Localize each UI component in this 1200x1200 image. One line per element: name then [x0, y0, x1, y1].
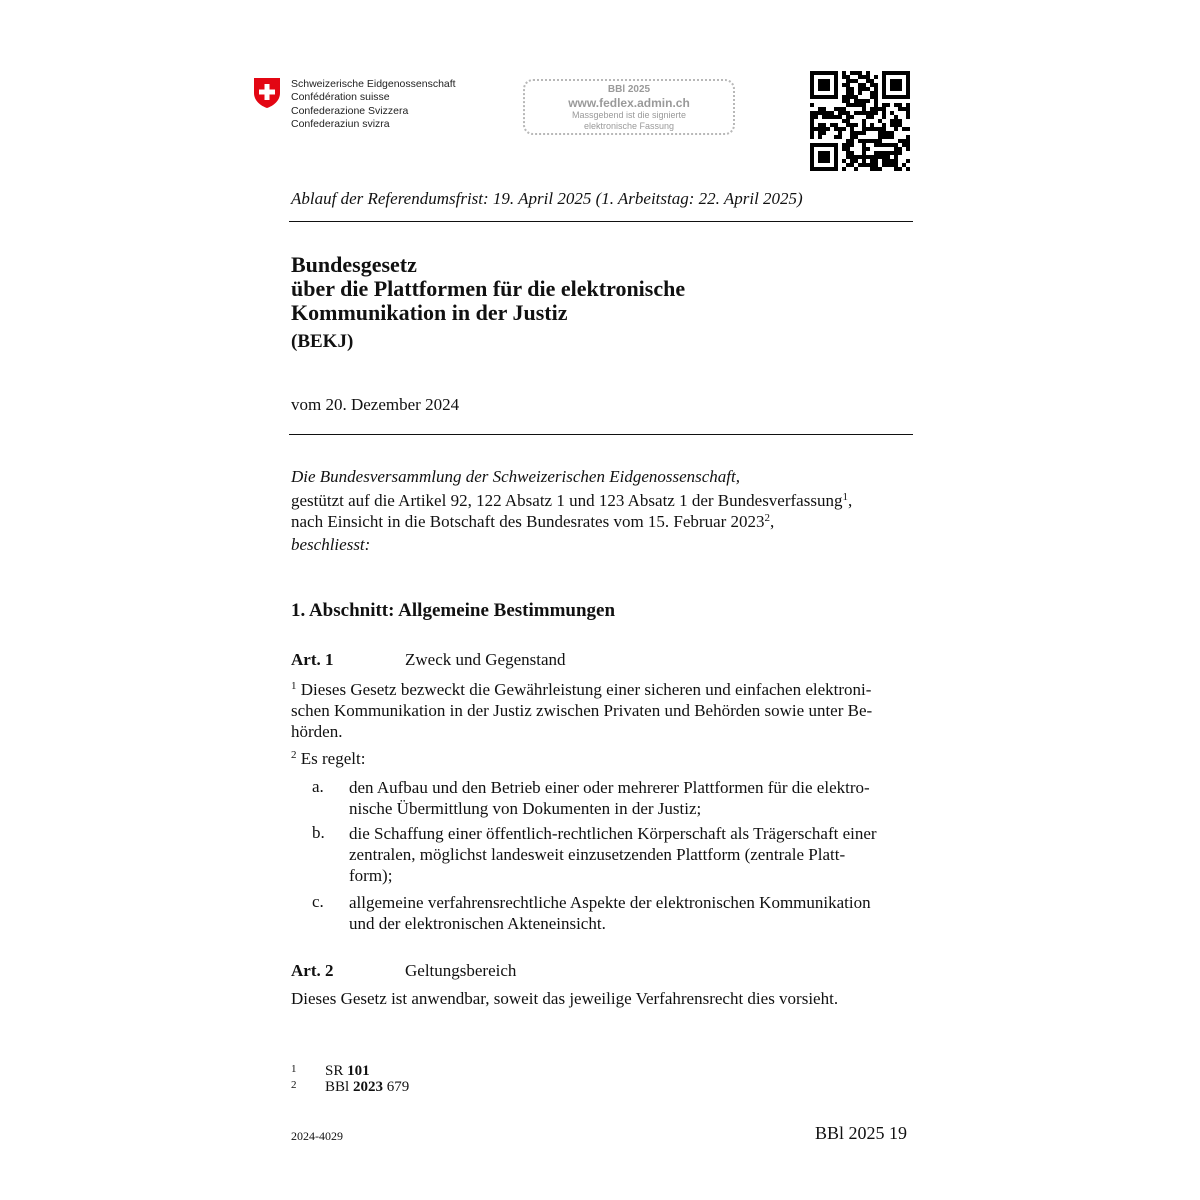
- list-item: [349, 777, 909, 819]
- preamble: [291, 466, 911, 555]
- list-line: nische Übermittlung von Dokumenten in der Justiz;: [349, 799, 702, 818]
- footnote-ref[interactable]: 1: [842, 491, 848, 503]
- article-paragraph: Dieses Gesetz ist anwendbar, soweit das jeweilige Verfahrensrecht dies vorsieht.: [291, 989, 839, 1008]
- agency-line: Confederaziun svizra: [291, 117, 390, 130]
- footnote-bold: 2023: [352, 1079, 383, 1095]
- title-line: über die Plattformen für die elektronische: [291, 276, 686, 301]
- paragraph-line: [291, 679, 911, 700]
- stamp-line: BBl 2025: [607, 84, 651, 95]
- agency-line: Schweizerische Eidgenossenschaft: [291, 78, 456, 90]
- footnote-number: 2: [291, 1079, 297, 1091]
- footnote-prefix: BBl: [325, 1079, 353, 1095]
- preamble-resolves: beschliesst:: [291, 535, 371, 554]
- law-abbreviation: (BEKJ): [291, 331, 354, 352]
- preamble-text: nach Einsicht in die Botschaft des Bundesrates vom 15. Februar 2023: [291, 512, 765, 531]
- article-paragraph: [291, 748, 911, 769]
- article-title: Zweck und Gegenstand: [405, 650, 566, 669]
- list-item: [349, 823, 909, 886]
- divider: [289, 221, 913, 222]
- stamp-url: www.fedlex.admin.ch: [568, 96, 690, 110]
- article-title: Geltungsbereich: [405, 961, 517, 980]
- paragraph-text: Dieses Gesetz bezweckt die Gewährleistung einer sicheren und einfachen elektroni-: [300, 680, 872, 699]
- list-line: die Schaffung einer öffentlich-rechtlichen Körperschaft als Trägerschaft einer: [349, 824, 877, 843]
- list-line: allgemeine verfahrensrechtliche Aspekte der elektronischen Kommunikation: [349, 893, 871, 912]
- stamp-note: Massgebend ist die signierte: [571, 110, 687, 120]
- agency-line: Confédération suisse: [291, 91, 390, 104]
- section-heading: 1. Abschnitt: Allgemeine Bestimmungen: [291, 600, 616, 621]
- footnote-text: [325, 1063, 370, 1079]
- preamble-basis: [291, 490, 911, 511]
- title-line: Bundesgesetz: [291, 252, 417, 277]
- preamble-text: gestützt auf die Artikel 92, 122 Absatz 1 und 123 Absatz 1 der Bundesverfassung: [291, 491, 843, 510]
- fedlex-stamp: [523, 79, 735, 135]
- footnote-bold: 101: [347, 1063, 370, 1079]
- list-line: und der elektronischen Akteneinsicht.: [349, 914, 606, 933]
- law-title: [291, 253, 685, 325]
- list-line: zentralen, möglichst landesweit einzusetzenden Plattform (zentrale Platt-: [349, 845, 846, 864]
- title-line: Kommunikation in der Justiz: [291, 300, 568, 325]
- list-marker: a.: [312, 777, 324, 796]
- stamp-note: elektronische Fassung: [583, 121, 675, 131]
- article-number: Art. 2: [291, 961, 334, 980]
- list-line: form);: [349, 866, 393, 885]
- page-reference: BBl 2025 19: [815, 1123, 908, 1143]
- preamble-intro: Die Bundesversammlung der Schweizerischen Eidgenossenschaft,: [291, 467, 740, 486]
- footnote-prefix: SR: [325, 1063, 348, 1079]
- document-number: 2024-4029: [291, 1129, 343, 1143]
- footnote-number: 1: [291, 1063, 297, 1075]
- paragraph-line: hörden.: [291, 722, 343, 741]
- list-marker: b.: [312, 823, 325, 842]
- footnote-text: [325, 1079, 409, 1095]
- divider: [289, 434, 913, 435]
- list-marker: c.: [312, 892, 324, 911]
- punct: ,: [847, 491, 853, 510]
- paragraph-line: schen Kommunikation in der Justiz zwischen Privaten und Behörden sowie unter Be-: [291, 701, 873, 720]
- punct: ,: [770, 512, 775, 531]
- paragraph-number: 1: [291, 680, 297, 692]
- law-date: vom 20. Dezember 2024: [291, 395, 460, 414]
- qr-code: [810, 71, 910, 171]
- article-paragraph: [291, 679, 911, 742]
- referendum-deadline: Ablauf der Referendumsfrist: 19. April 2025 (1. Arbeitstag: 22. April 2025): [291, 189, 803, 208]
- agency-name-block: [291, 78, 456, 131]
- footnote-ref[interactable]: 2: [764, 512, 771, 524]
- agency-line: Confederazione Svizzera: [291, 104, 409, 117]
- list-line: den Aufbau und den Betrieb einer oder mehrerer Plattformen für die elektro-: [349, 778, 870, 797]
- paragraph-text: Es regelt:: [300, 749, 366, 768]
- article-number: Art. 1: [291, 650, 334, 669]
- footnote-suffix: 679: [382, 1079, 410, 1095]
- preamble-message: [291, 511, 911, 532]
- paragraph-number: 2: [291, 749, 297, 761]
- swiss-crest-logo: [253, 77, 281, 109]
- list-item: [349, 892, 909, 934]
